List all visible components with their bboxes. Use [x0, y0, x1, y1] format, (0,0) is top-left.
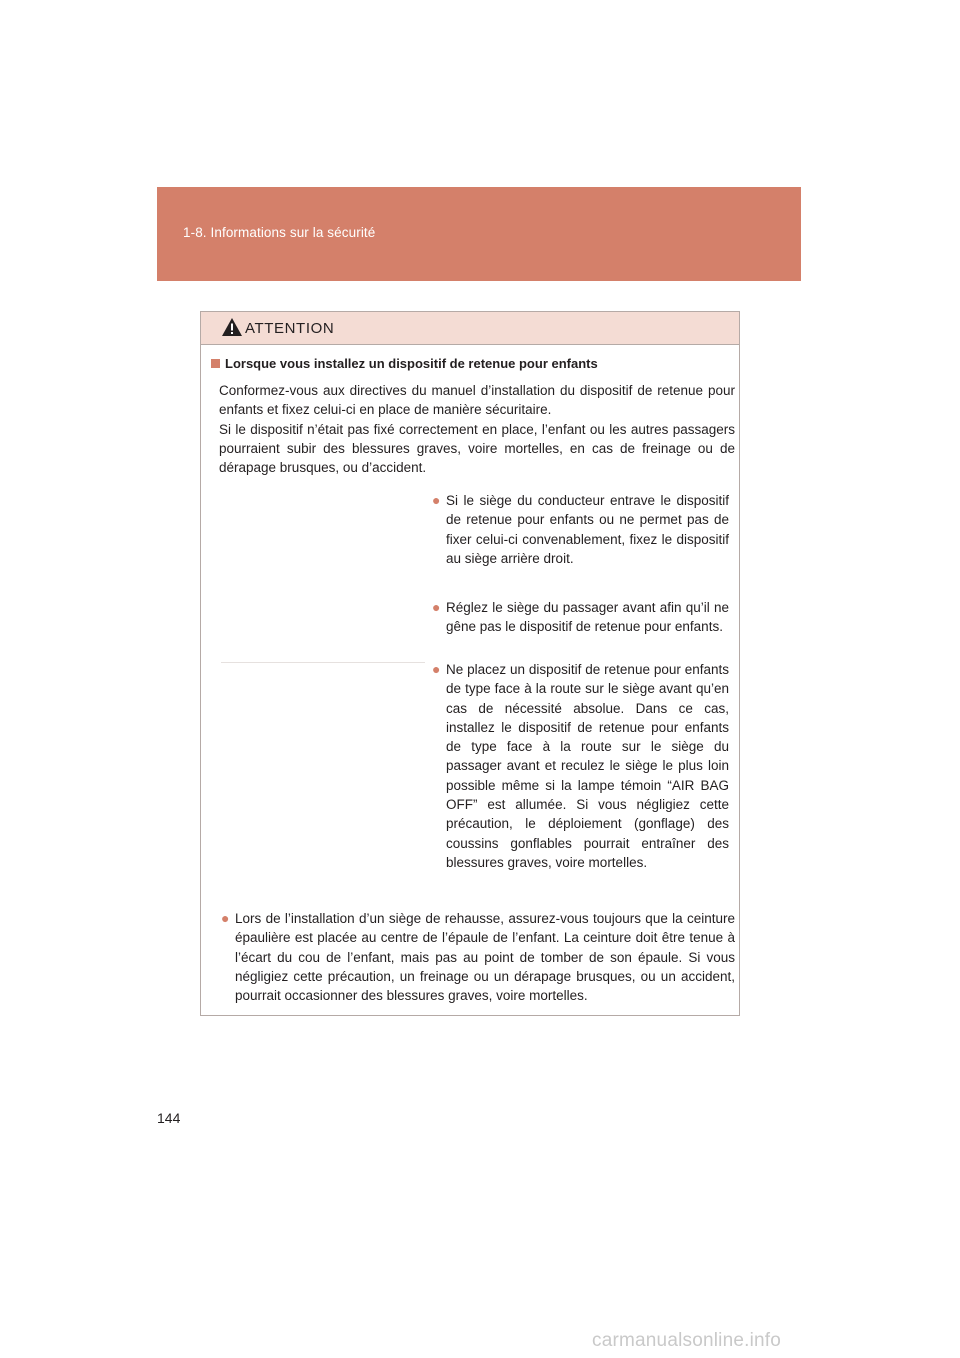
round-bullet-icon: ● [432, 599, 441, 615]
bullet-text: Réglez le siège du passager avant afin qu’il ne gêne pas le dispositif de retenue pour enfants. [446, 600, 729, 635]
bullet-text: Lors de l’installation d’un siège de rehausse, assurez-vous toujours que la ceinture épaulière est placée au centre de l’épaule de l’enfant. La ceinture doit être tenue à l’écart du cou de l’enfant, mais pas au point de tomber de son épaule. Si vous négligiez cette précaution, un freinage ou un dérapage brusques, ou un accident, pourrait occasionner des blessures graves, voire mortelles. [235, 911, 735, 1004]
warning-bullet-3 [432, 660, 729, 872]
warning-box [200, 311, 740, 1016]
watermark: carmanualsonline.info [592, 1330, 782, 1351]
subheading-text: Lorsque vous installez un dispositif de retenue pour enfants [225, 356, 598, 371]
warning-bullet-4 [221, 909, 735, 1005]
round-bullet-icon: ● [432, 492, 441, 508]
illustration-divider [221, 662, 425, 663]
warning-subheading [211, 356, 598, 371]
section-title: 1-8. Informations sur la sécurité [183, 225, 376, 240]
round-bullet-icon: ● [432, 661, 441, 677]
illustration-area [217, 488, 427, 688]
warning-bullet-2 [432, 598, 729, 637]
square-bullet-icon [211, 359, 220, 368]
round-bullet-icon: ● [221, 910, 230, 926]
section-header-band [157, 187, 801, 281]
warning-bullet-1 [432, 491, 729, 568]
warning-title: ATTENTION [245, 320, 335, 337]
bullet-text: Ne placez un dispositif de retenue pour enfants de type face à la route sur le siège avant qu’en cas de nécessité absolue. Dans ce cas, installez le dispositif de retenue pour enfants de type face à la route sur le siège du passager avant et reculez le siège le plus loin possible même si la lampe témoin “AIR BAG OFF” est allumée. Si vous négligiez cette précaution, le déploiement (gonflage) des coussins gonflables pourrait entraîner des blessures graves, voire mortelles. [446, 662, 729, 870]
warning-triangle-icon [221, 317, 243, 337]
warning-paragraph-1: Conformez-vous aux directives du manuel d’installation du dispositif de retenue pour enfants et fixez celui-ci en place de manière sécuritaire. [219, 383, 735, 418]
warning-paragraph-2: Si le dispositif n’était pas fixé correctement en place, l’enfant ou les autres passagers pourraient subir des blessures graves, voire mortelles, en cas de freinage ou de dérapage brusques, ou d’accident. [219, 421, 735, 476]
warning-paragraph-block [219, 381, 735, 477]
bullet-text: Si le siège du conducteur entrave le dispositif de retenue pour enfants ou ne permet pas de fixer celui-ci convenablement, fixez le dispositif au siège arrière droit. [446, 493, 729, 566]
page-number: 144 [157, 1110, 181, 1126]
warning-header [201, 312, 739, 345]
